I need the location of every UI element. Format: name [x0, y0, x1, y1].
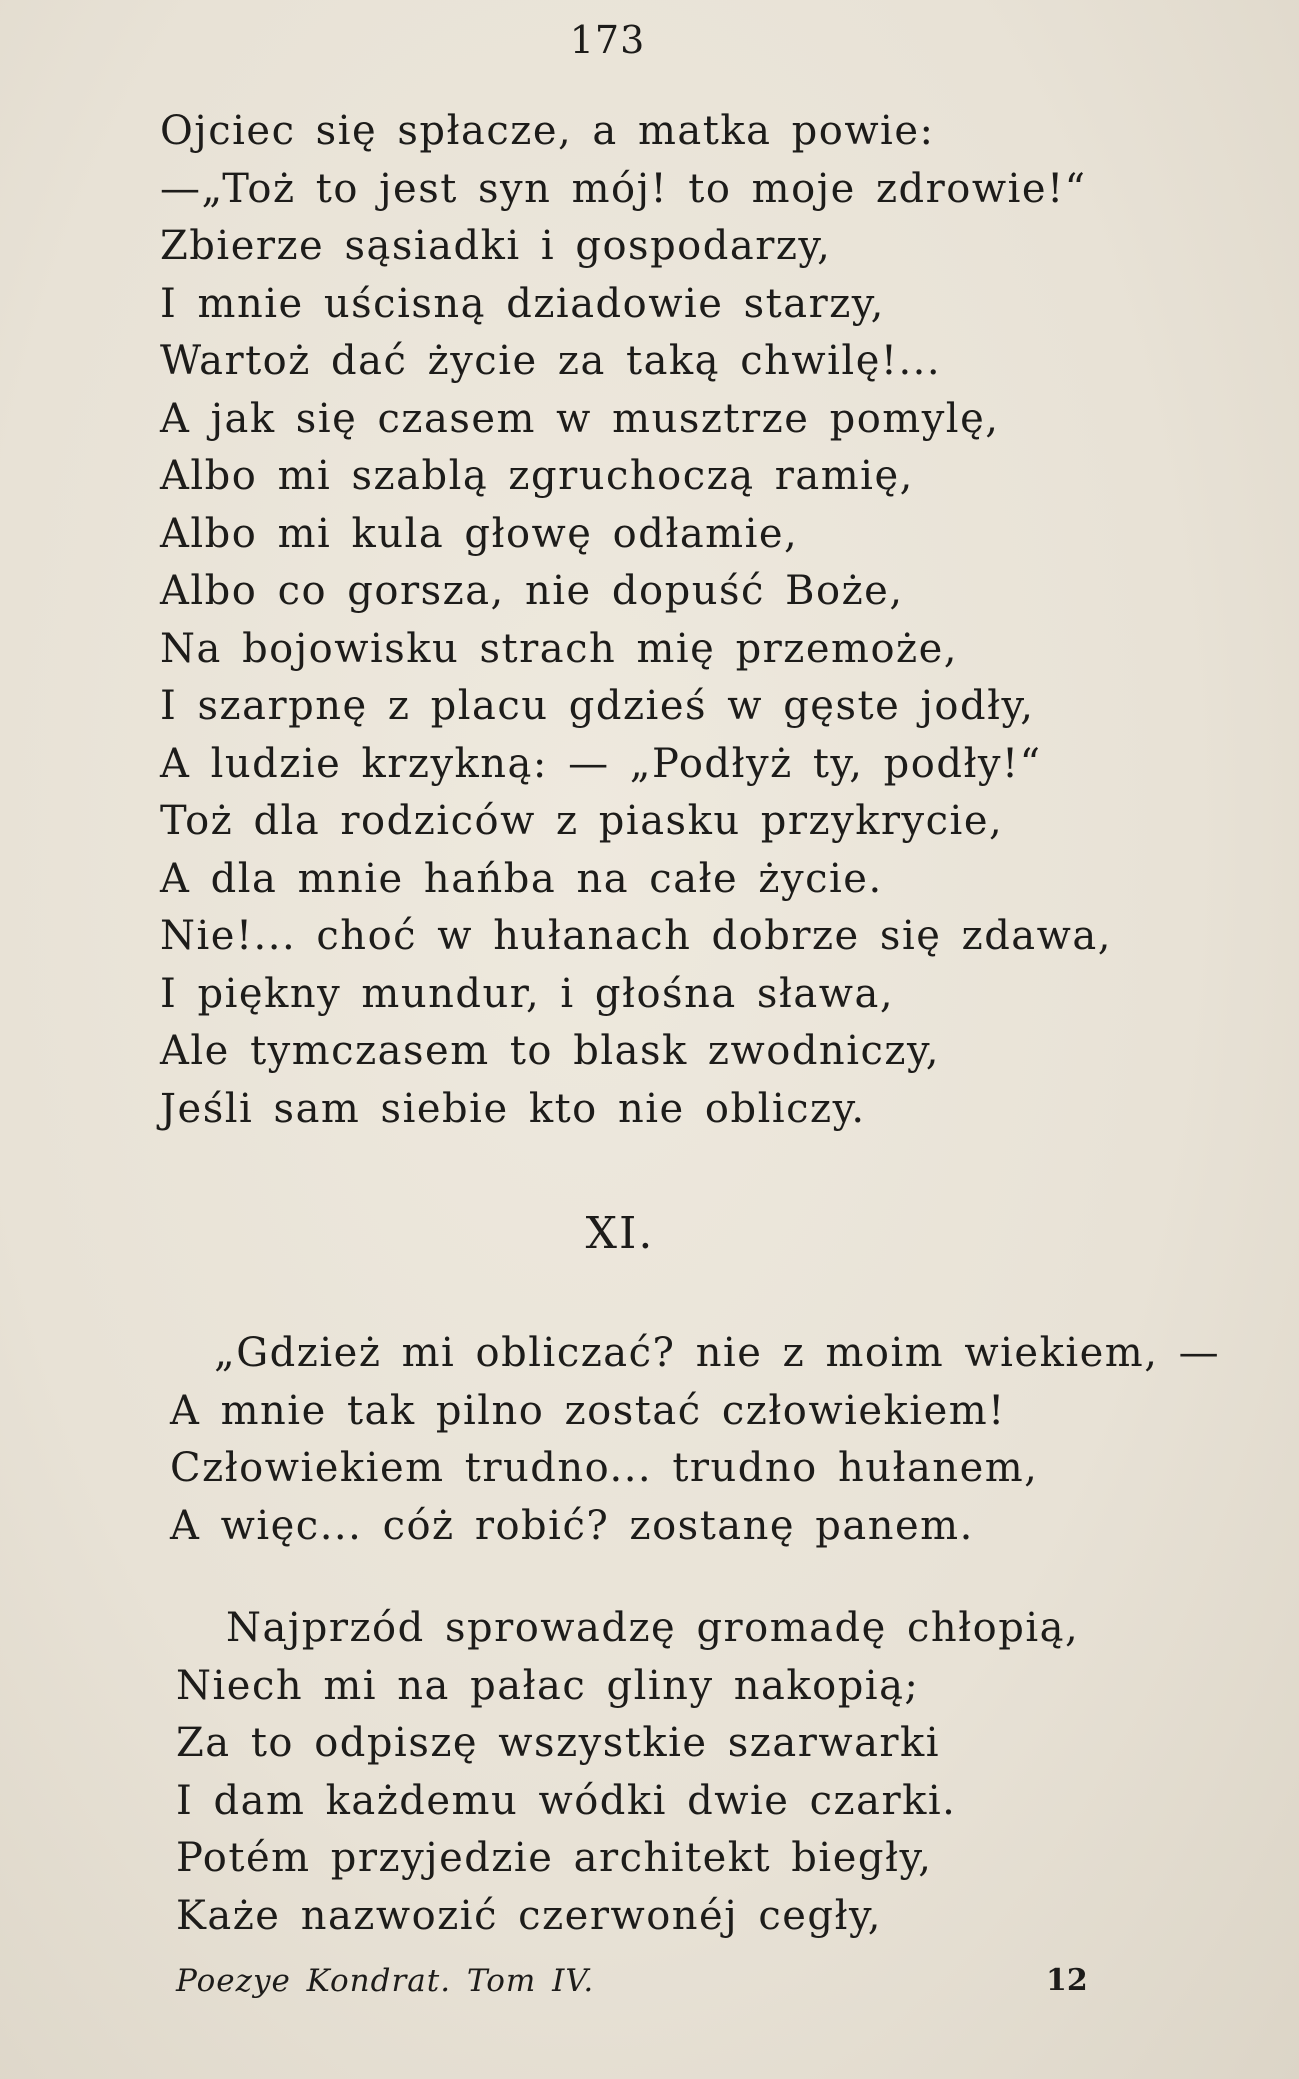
- verse-line: Toż dla rodziców z piasku przykrycie,: [160, 798, 1004, 844]
- verse-line: Nie!... choć w hułanach dobrze się zdawa,: [160, 913, 1112, 959]
- verse-line: Na bojowisku strach mię przemoże,: [160, 625, 959, 672]
- verse-line: Człowiekiem trudno... trudno hułanem,: [170, 1445, 1039, 1491]
- verse-line: Jeśli sam siebie kto nie obliczy.: [160, 1085, 866, 1132]
- verse-line: Najprzód sprowadzę gromadę chłopią,: [226, 1605, 1080, 1651]
- verse-line: Potém przyjedzie architekt biegły,: [176, 1835, 933, 1881]
- stanza-1: [160, 103, 1112, 1138]
- verse-line: A ludzie krzykną: — „Podłyż ty, podły!“: [160, 740, 1042, 787]
- verse-line: Każe nazwozić czerwonéj cegły,: [176, 1892, 882, 1939]
- verse-line: Wartoż dać życie za taką chwilę!...: [160, 338, 942, 384]
- verse-line: A mnie tak pilno zostać człowiekiem!: [170, 1387, 1006, 1434]
- verse-line: A dla mnie hańba na całe życie.: [160, 855, 883, 902]
- verse-line: Albo co gorsza, nie dopuść Boże,: [160, 568, 904, 614]
- section-heading: XI.: [585, 1208, 655, 1259]
- footer-title: Poezye Kondrat. Tom IV.: [176, 1963, 595, 1999]
- stanza-3: [176, 1600, 1079, 1945]
- verse-line: I piękny mundur, i głośna sława,: [160, 970, 895, 1017]
- page-footer: [0, 1963, 1299, 2013]
- verse-line: Ojciec się spłacze, a matka powie:: [160, 108, 935, 154]
- page-number: 173: [569, 18, 646, 62]
- verse-line: Albo mi kula głowę odłamie,: [160, 510, 799, 557]
- verse-line: Ale tymczasem to blask zwodniczy,: [160, 1028, 940, 1074]
- verse-line: A jak się czasem w musztrze pomylę,: [160, 395, 1000, 442]
- stanza-2: [170, 1325, 1220, 1555]
- verse-line: I szarpnę z placu gdzieś w gęste jodły,: [160, 683, 1035, 729]
- verse-line: „Gdzież mi obliczać? nie z moim wiekiem, —: [214, 1330, 1221, 1376]
- verse-line: Niech mi na pałac gliny nakopią;: [176, 1662, 920, 1709]
- verse-line: Za to odpiszę wszystkie szarwarki: [176, 1720, 941, 1766]
- verse-line: Albo mi szablą zgruchoczą ramię,: [160, 453, 914, 499]
- verse-line: —„Toż to jest syn mój! to moje zdrowie!“: [160, 165, 1087, 212]
- signature-mark: 12: [1046, 1963, 1088, 1998]
- verse-line: I mnie uścisną dziadowie starzy,: [160, 280, 885, 327]
- verse-line: I dam każdemu wódki dwie czarki.: [176, 1777, 957, 1824]
- verse-line: Zbierze sąsiadki i gospodarzy,: [160, 223, 832, 269]
- verse-line: A więc... cóż robić? zostanę panem.: [170, 1502, 974, 1549]
